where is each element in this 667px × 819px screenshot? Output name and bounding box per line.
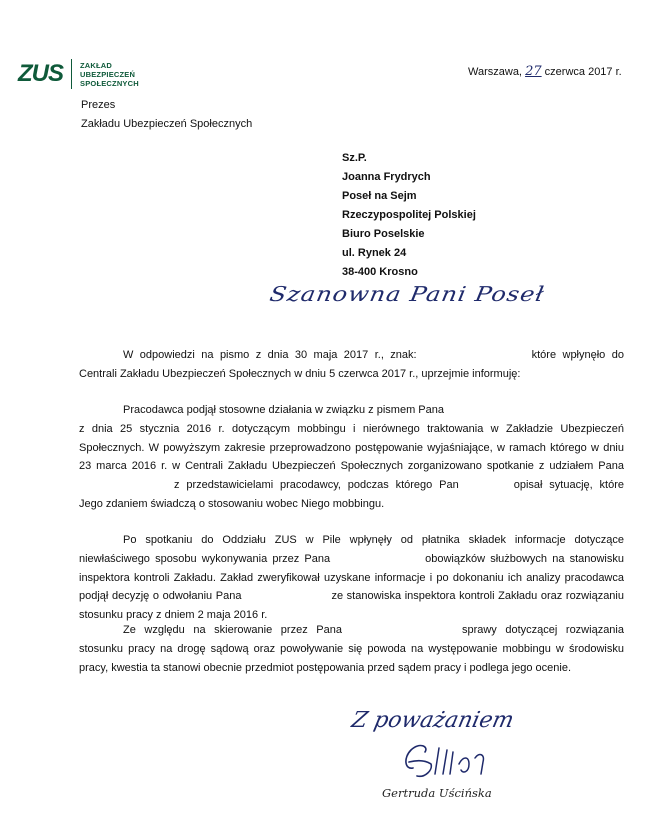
handwritten-closing: Z poważaniem <box>349 708 517 733</box>
date-suffix: czerwca 2017 r. <box>544 66 622 78</box>
recipient-line: Sz.P. <box>342 152 367 164</box>
sender-block <box>81 96 252 134</box>
recipient-line: 38-400 Krosno <box>342 266 418 278</box>
paragraph-2 <box>79 401 624 514</box>
signer-name: Gertruda Uścińska <box>382 786 492 800</box>
p4-text-a: Ze względu na skierowanie przez Pana <box>123 624 342 636</box>
p3-text-c: ze stanowiska inspektora kontroli Zakładu oraz rozwiązaniu stosunku pracy z dniem 2 maja 2016 r. <box>79 590 624 622</box>
recipient-line: Rzeczypospolitej Polskiej <box>342 209 476 221</box>
sender-title: Prezes <box>81 99 116 111</box>
p2-text-b: z dnia 25 stycznia 2016 r. dotyczącym mobbingu i nierównego traktowania w Zakładzie Ubezpieczeń Społecznych. W powyższym zakresie przeprowadzono postępowanie wyjaśniające, w ramach którego w dniu 23 marca 2016 r. w Centrali Zakładu Ubezpieczeń Społecznych zorganizowano spotkanie z udziałem Pana <box>79 422 624 473</box>
date-prefix: Warszawa, <box>468 66 522 78</box>
p1-text-b: które wpłynęło <box>531 349 606 361</box>
p1-text-c: do Centrali Zakładu Ubezpieczeń Społecznych w dniu 5 czerwca 2017 r., uprzejmie informuję: <box>79 349 624 380</box>
paragraph-3 <box>79 531 624 625</box>
logo-org-line2: UBEZPIECZEŃ <box>80 69 136 79</box>
p2-text-c: z przedstawicielami pracodawcy, podczas którego Pan <box>174 479 459 492</box>
sender-org: Zakładu Ubezpieczeń Społecznych <box>81 118 253 130</box>
logo-org-line1: ZAKŁAD <box>80 60 113 70</box>
p3-text-b: obowiązków służbowych na stanowisku inspektora kontroli Zakładu. Zakład zweryfikował uzyskane informacje i po dokonaniu ich analizy pracodawca podjął decyzję o odwołaniu Pana <box>79 552 624 603</box>
paragraph-1 <box>79 346 624 384</box>
handwritten-signature <box>395 738 505 784</box>
p1-text-a: W odpowiedzi na pismo z dnia 30 maja 2017 r., znak: <box>123 349 417 361</box>
date-day-handwritten: 27 <box>525 64 542 79</box>
recipient-line: ul. Rynek 24 <box>342 247 407 259</box>
handwritten-salutation: Szanowna Pani Poseł <box>267 282 547 306</box>
zus-logo-mark: ZUS <box>18 60 63 87</box>
paragraph-4 <box>79 621 624 677</box>
p2-text-a: Pracodawca podjął stosowne działania w związku z pismem Pana <box>123 404 444 416</box>
recipient-line: Joanna Frydrych <box>342 171 431 183</box>
recipient-line: Poseł na Sejm <box>342 190 417 202</box>
logo-org-name <box>80 61 139 88</box>
p3-text-a: Po spotkaniu do Oddziału ZUS w Pile wpłynęły od płatnika składek informacje dotyczące niewłaściwego sposobu wykonywania przez Pana <box>79 534 624 565</box>
p4-text-b: sprawy dotyczącej rozwiązania stosunku pracy na drogę sądową oraz powoływanie się powoda na występowanie mobbingu w środowisku pracy, kwestia ta stanowi obecnie przedmiot postępowania przed sądem pracy i podlega jego ocenie. <box>79 624 624 674</box>
recipient-address <box>342 149 476 282</box>
p2-text-d: opisał sytuację, które Jego zdaniem świadczą o stosowaniu wobec Niego mobbingu. <box>79 479 624 510</box>
letter-date <box>468 64 622 79</box>
logo-org-line3: SPOŁECZNYCH <box>80 78 139 88</box>
zus-logo <box>18 59 139 89</box>
recipient-line: Biuro Poselskie <box>342 228 425 240</box>
logo-divider <box>71 59 72 89</box>
